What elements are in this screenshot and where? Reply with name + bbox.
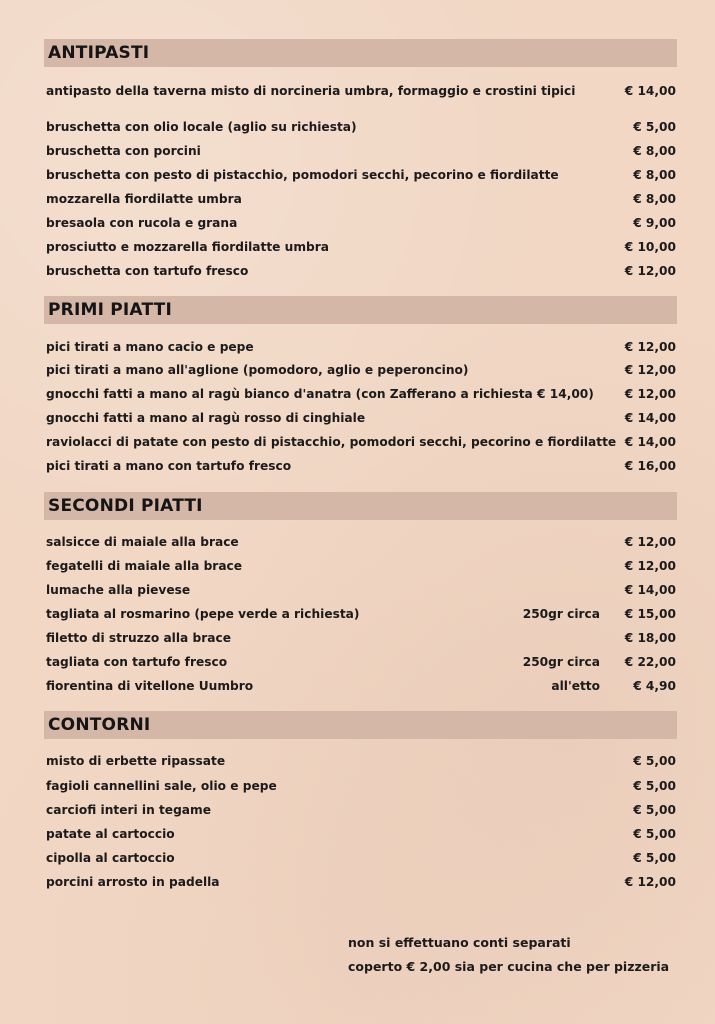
menu-item-price: € 12,00 — [624, 264, 676, 278]
menu-item-name: fegatelli di maiale alla brace — [46, 559, 243, 573]
menu-item-price: € 16,00 — [624, 459, 676, 473]
menu-item — [46, 360, 676, 380]
menu-item-name: porcini arrosto in padella — [46, 875, 220, 889]
footer-note-cover-charge: coperto € 2,00 sia per cucina che per pizzeria — [348, 959, 670, 974]
menu-item-name: filetto di struzzo alla brace — [46, 631, 231, 645]
menu-item-price: € 4,90 — [633, 679, 676, 693]
menu-item — [46, 81, 676, 101]
menu-item-price: € 12,00 — [624, 340, 676, 354]
menu-item-price: € 9,00 — [633, 216, 676, 230]
menu-item-price: € 5,00 — [633, 803, 676, 817]
menu-item — [46, 532, 676, 552]
footer-note-separate-bills: non si effettuano conti separati — [348, 935, 571, 950]
menu-item-price: € 14,00 — [624, 84, 676, 98]
menu-item-note: all'etto — [551, 679, 600, 693]
menu-item-price: € 5,00 — [633, 827, 676, 841]
menu-item-name: patate al cartoccio — [46, 827, 175, 841]
menu-item — [46, 652, 676, 672]
menu-item-price: € 5,00 — [633, 754, 676, 768]
menu-item-price: € 12,00 — [624, 387, 676, 401]
menu-item — [46, 800, 676, 820]
menu-item-name: lumache alla pievese — [46, 583, 191, 597]
menu-item — [46, 165, 676, 185]
menu-item-price: € 22,00 — [624, 655, 676, 669]
menu-item-name: bruschetta con porcini — [46, 144, 201, 158]
menu-item-name: bruschetta con pesto di pistacchio, pomodori secchi, pecorino e fiordilatte — [46, 168, 559, 182]
menu-item — [46, 189, 676, 209]
menu-item — [46, 237, 676, 257]
menu-item-price: € 5,00 — [633, 851, 676, 865]
menu-item-name: misto di erbette ripassate — [46, 754, 226, 768]
menu-item — [46, 628, 676, 648]
menu-item-name: mozzarella fiordilatte umbra — [46, 192, 242, 206]
menu-item — [46, 872, 676, 892]
menu-item-price: € 8,00 — [633, 144, 676, 158]
menu-item-price: € 12,00 — [624, 535, 676, 549]
menu-item — [46, 751, 676, 771]
menu-item — [46, 776, 676, 796]
menu-item-price: € 10,00 — [624, 240, 676, 254]
menu-item — [46, 213, 676, 233]
menu-item-name: bruschetta con olio locale (aglio su richiesta) — [46, 120, 357, 134]
menu-item-name: antipasto della taverna misto di norcineria umbra, formaggio e crostini tipici — [46, 84, 576, 98]
menu-item-name: carciofi interi in tegame — [46, 803, 211, 817]
menu-item-name: bruschetta con tartufo fresco — [46, 264, 249, 278]
section-title-contorni: CONTORNI — [44, 711, 677, 739]
section-title-antipasti: ANTIPASTI — [44, 39, 677, 67]
menu-item — [46, 824, 676, 844]
menu-item-name: tagliata al rosmarino (pepe verde a richiesta) — [46, 607, 360, 621]
menu-item — [46, 848, 676, 868]
menu-item — [46, 556, 676, 576]
menu-item-name: fagioli cannellini sale, olio e pepe — [46, 779, 277, 793]
menu-item-price: € 14,00 — [624, 435, 676, 449]
menu-item-note: 250gr circa — [522, 655, 600, 669]
menu-item-price: € 8,00 — [633, 168, 676, 182]
menu-item — [46, 337, 676, 357]
menu-item — [46, 141, 676, 161]
menu-item-price: € 18,00 — [624, 631, 676, 645]
menu-item-name: pici tirati a mano con tartufo fresco — [46, 459, 292, 473]
menu-item — [46, 408, 676, 428]
section-title-primi-piatti: PRIMI PIATTI — [44, 296, 677, 324]
menu-item — [46, 580, 676, 600]
menu-item — [46, 261, 676, 281]
menu-item — [46, 604, 676, 624]
menu-item-price: € 12,00 — [624, 875, 676, 889]
menu-item — [46, 384, 676, 404]
menu-item-price: € 15,00 — [624, 607, 676, 621]
menu-item-price: € 5,00 — [633, 779, 676, 793]
menu-item-price: € 5,00 — [633, 120, 676, 134]
menu-item — [46, 432, 676, 452]
menu-item-price: € 14,00 — [624, 411, 676, 425]
menu-item — [46, 456, 676, 476]
menu-item-name: pici tirati a mano all'aglione (pomodoro, aglio e peperoncino) — [46, 363, 469, 377]
menu-item-price: € 14,00 — [624, 583, 676, 597]
menu-item — [46, 117, 676, 137]
section-title-secondi-piatti: SECONDI PIATTI — [44, 492, 677, 520]
menu-item-name: tagliata con tartufo fresco — [46, 655, 228, 669]
menu-item-name: fiorentina di vitellone Uumbro — [46, 679, 254, 693]
menu-item-name: pici tirati a mano cacio e pepe — [46, 340, 254, 354]
menu-item-name: prosciutto e mozzarella fiordilatte umbra — [46, 240, 330, 254]
menu-item-price: € 12,00 — [624, 363, 676, 377]
menu-item-name: cipolla al cartoccio — [46, 851, 175, 865]
menu-item-name: bresaola con rucola e grana — [46, 216, 238, 230]
menu-item-note: 250gr circa — [522, 607, 600, 621]
menu-item-name: salsicce di maiale alla brace — [46, 535, 239, 549]
menu-item-price: € 8,00 — [633, 192, 676, 206]
menu-item-name: raviolacci di patate con pesto di pistacchio, pomodori secchi, pecorino e fiordilatte — [46, 435, 617, 449]
menu-item-name: gnocchi fatti a mano al ragù bianco d'anatra (con Zafferano a richiesta € 14,00) — [46, 387, 594, 401]
menu-item — [46, 676, 676, 696]
menu-item-name: gnocchi fatti a mano al ragù rosso di cinghiale — [46, 411, 366, 425]
menu-item-price: € 12,00 — [624, 559, 676, 573]
